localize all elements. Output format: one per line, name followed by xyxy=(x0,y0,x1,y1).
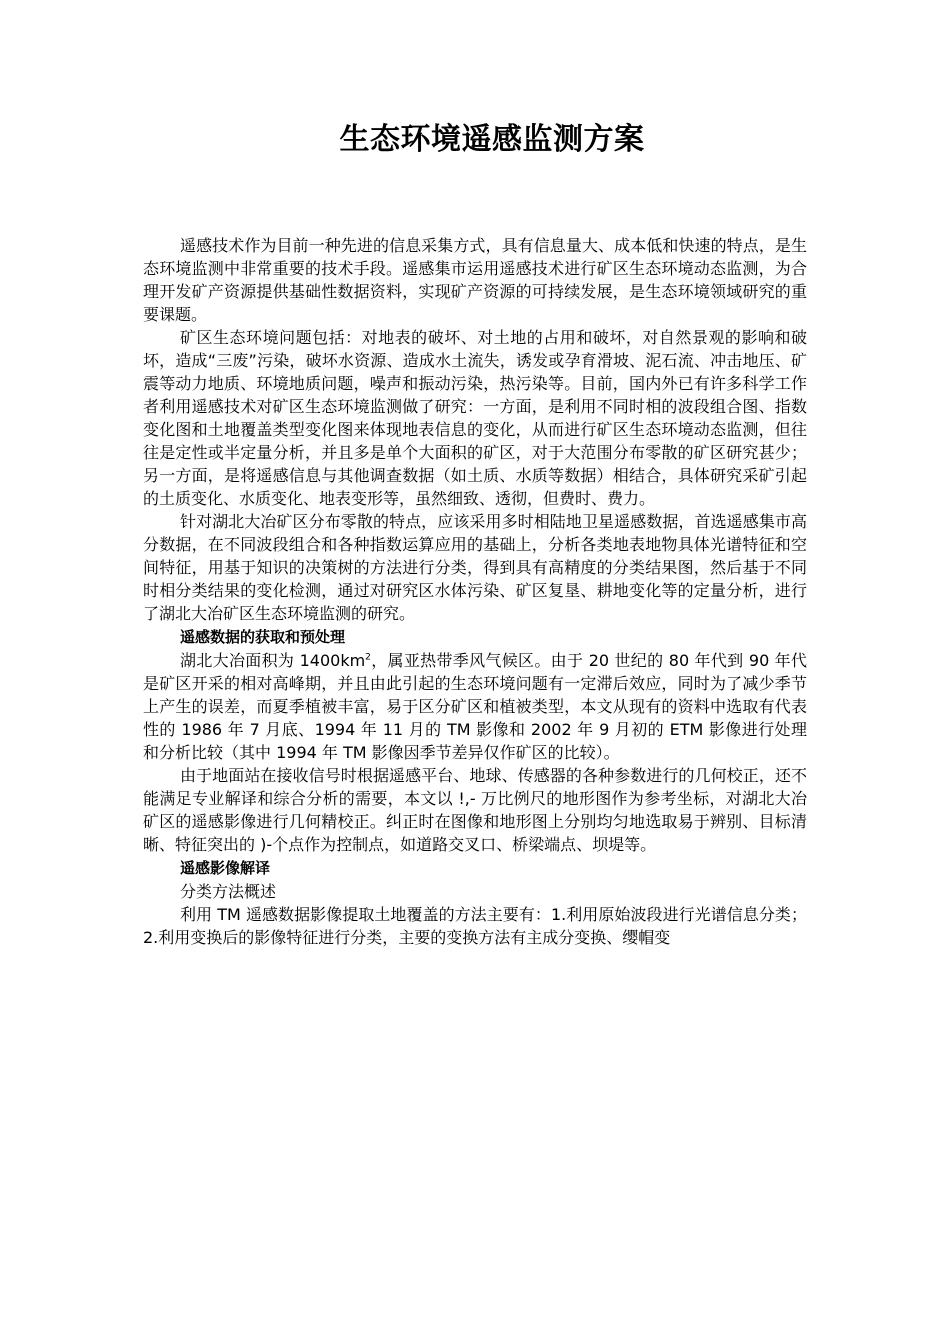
document-title: 生态环境遥感监测方案 xyxy=(339,122,645,157)
section1-paragraph-1-rest: ，属亚热带季风气候区。由于 20 世纪的 80 年代到 90 年代是矿区开采的相对高峰期，并且由此引起的生态环境问题有一定滞后效应，同时为了减少季节上产生的误差，而夏季植被丰富，易于区分矿区和植被类型，本文从现有的资料中选取有代表性的 1986 年 7 月底、1994 年 11 月的 TM 影像和 2002 年 9 月初的 ETM 影像进行处理和分析比较（其中 1994 年 TM 影像因季节差异仅作矿区的比较）。 xyxy=(143,651,807,762)
section1-paragraph-1-text: 湖北大冶面积为 1400km xyxy=(180,651,366,670)
area-unit-superscript: 2 xyxy=(365,652,371,663)
intro-paragraph-3: 针对湖北大冶矿区分布零散的特点，应该采用多时相陆地卫星遥感数据，首选遥感集市高分数据，在不同波段组合和各种指数运算应用的基础上，分析各类地表地物具体光谱特征和空间特征，用基于知识的决策树的方法进行分类，得到具有高精度的分类结果图，然后基于不同时相分类结果的变化检测，通过对研究区水体污染、矿区复垦、耕地变化等的定量分析，进行了湖北大冶矿区生态环境监测的研究。 xyxy=(143,512,807,623)
section1-paragraph-2: 由于地面站在接收信号时根据遥感平台、地球、传感器的各种参数进行的几何校正，还不能满足专业解译和综合分析的需要，本文以 !,- 万比例尺的地形图作为参考坐标，对湖北大冶矿区的遥感影像进行几何精校正。纠正时在图像和地形图上分别均匀地选取易于辨别、目标清晰、特征突出的 )-个点作为控制点，如道路交叉口、桥梁端点、坝堤等。 xyxy=(143,766,807,854)
section1-paragraph-1 xyxy=(143,649,807,764)
intro-paragraph-1: 遥感技术作为目前一种先进的信息采集方式，具有信息量大、成本低和快速的特点，是生态环境监测中非常重要的技术手段。遥感集市运用遥感技术进行矿区生态环境动态监测，为合理开发矿产资源提供基础性数据资料，实现矿产资源的可持续发展，是生态环境领域研究的重要课题。 xyxy=(143,236,807,324)
section-heading-image-interpretation: 遥感影像解译 xyxy=(180,859,271,877)
section-heading-data-acquisition: 遥感数据的获取和预处理 xyxy=(180,628,346,646)
section2-paragraph-1: 利用 TM 遥感数据影像提取土地覆盖的方法主要有：1.利用原始波段进行光谱信息分类； 2.利用变换后的影像特征进行分类，主要的变换方法有主成分变换、缨帽变 xyxy=(143,905,807,947)
intro-paragraph-2: 矿区生态环境问题包括：对地表的破坏、对土地的占用和破坏，对自然景观的影响和破坏，造成“三废”污染，破坏水资源、造成水土流失，诱发或孕育滑坡、泥石流、冲击地压、矿震等动力地质、环境地质问题，噪声和振动污染，热污染等。目前，国内外已有许多科学工作者利用遥感技术对矿区生态环境监测做了研究：一方面，是利用不同时相的波段组合图、指数变化图和土地覆盖类型变化图来体现地表信息的变化，从而进行矿区生态环境动态监测，但往往是定性或半定量分析，并且多是单个大面积的矿区，对于大范围分布零散的矿区研究甚少；另一方面，是将遥感信息与其他调查数据（如土质、水质等数据）相结合，具体研究采矿引起的土质变化、水质变化、地表变形等，虽然细致、透彻，但费时、费力。 xyxy=(143,328,807,508)
document-body xyxy=(143,234,807,949)
subheading-classification-overview: 分类方法概述 xyxy=(180,882,277,901)
